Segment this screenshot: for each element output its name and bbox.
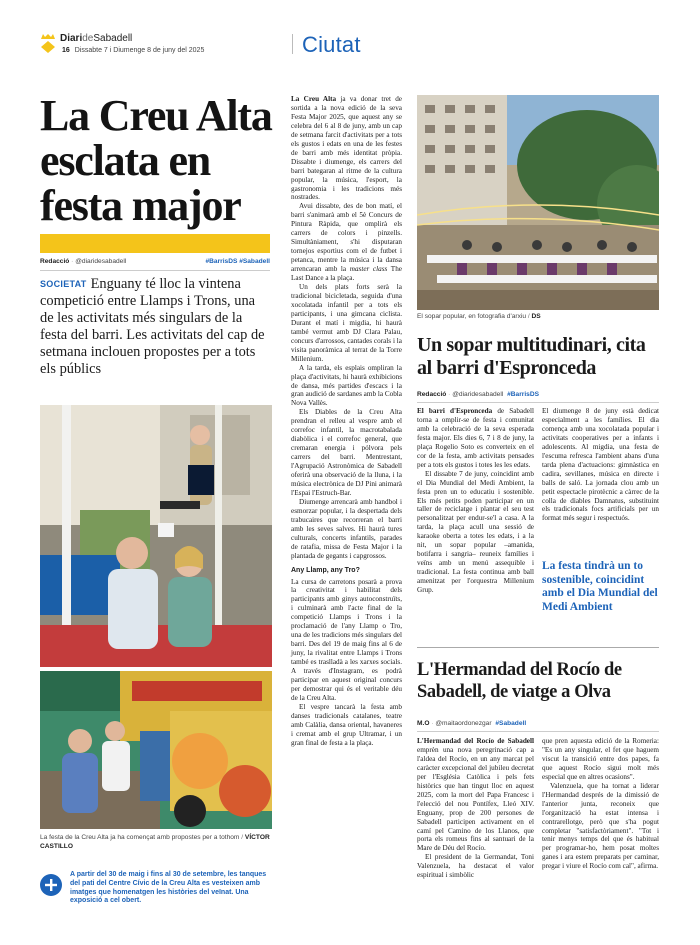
sopar-para-2: El dissabte 7 de juny, coincidint amb el Dia Mundial del Medi Ambient, la festa pren un to educatiu i sostenible. Els més petits poden participar en un taller de reciclatge i plantar el seu test personalitzat per endur-se'l a casa. A la tarda, la plaça acull una sessió de karaoke oberta a totes les edats, i a la nit, un sopar popular –amanida, botifarra i sangria– reuneix famílies i veïns amb un menú assequible i tradicional. La festa continua amb ball amenitzat per l'orquestra Millenium Grup. xyxy=(417,469,534,595)
header-divider xyxy=(292,34,293,54)
page-number: 16 xyxy=(62,47,70,54)
sopar-rule xyxy=(417,402,659,403)
rocio-byline-row: M.O · @maitaordonezgar #Sabadell xyxy=(417,720,527,727)
rocio-rule xyxy=(417,731,659,732)
lead-para-3: Un dels plats forts serà la tradicional bicicletada, seguida d'una xocolatada infantil per a tots els participants, i una gimcana ciclista. Durant el matí i migdia, hi haurà també vermut amb DJ Clara Palau, concurs d'arrossos, cantades corals i la visita panoràmica al terrat de la Torre Millenium. xyxy=(291,283,402,363)
lead-photo-bottom xyxy=(40,671,272,829)
sopar-para-3: El diumenge 8 de juny està dedicat especialment a les famílies. El dia comença amb una xocolatada popular i activitats cooperatives per a infants i adolescents. Al migdia, una festa de l'escuma refresca l'ambient abans d'una tarda plena d'actuacions: gimnàstica en cadira, sevillanes, música en directe i balls de saló. La jornada clou amb un petit espectacle pirotècnic a càrrec de la colla de diables Damnatus, substituint els tradicionals focs artificials per un format més segur i respectuós. xyxy=(542,407,659,523)
rocio-headline: L'Hermandad del Rocío de Sabadell, de viatge a Olva xyxy=(417,660,622,702)
lead-byline-row: Redacció · @diaridesabadell #BarrisDS #Sabadell xyxy=(40,258,270,265)
section-title: Ciutat xyxy=(302,32,361,57)
rocio-para-4: Valenzuela, que ha tornat a liderar l'Hermandad després de la dimissió de l'anterior junta, reconeix que l'organització ha estat intensa i contrarellotge, però que s'ha pogut completar "satisfactòriament". "Tot i tenir menys temps del que és habitual per programar-ho, hem posat moltes ganes i ara estem preparats per caminar, pregar i viure el Rocío com cal", afirma. xyxy=(542,781,659,871)
rocio-para-1: L'Hermandad del Rocío de Sabadell emprèn una nova peregrinació cap a l'aldea del Rocío, en un any marcat pel caràcter excepcional del jubileu decretat per l'Església Catòlica i pels fets històrics que han tingut lloc en aquest 2025, com la mort del Papa Francesc i l'elecció del nou Pontífex, Lleó XIV. Enguany, prop de 200 persones de Sabadell participen activament en el camí pel Camino de los Llanos, que porta els romeus fins al santuari de la Mare de Déu del Rocío. xyxy=(417,737,534,853)
sopar-pullquote: La festa tindrà un to sostenible, coincidint amb el Dia Mundial del Medi Ambient xyxy=(542,560,658,613)
sopar-headline: Un sopar multitudinari, cita al barri d'Espronceda xyxy=(417,334,646,379)
sopar-photo-credit: DS xyxy=(531,313,541,320)
rocio-byline: M.O xyxy=(417,720,430,727)
lead-para-6: Diumenge arrencarà amb handbol i esmorzar popular, i la despertada dels trabucaires que recorreran el barri amb les seves salves. Hi haurà tures culturals, concerts infantils, parades de ratafia, missa de Festa Major i la plantada de gegants i capgrossos. xyxy=(291,497,402,560)
brand-name-b: de xyxy=(82,33,94,44)
section-divider xyxy=(417,647,659,648)
lead-headline: La Creu Alta esclata en festa major xyxy=(40,91,272,230)
sopar-byline-row: Redacció · @diaridesabadell #BarrisDS xyxy=(417,391,539,398)
headline-accent-bar xyxy=(40,234,270,253)
rocio-handle: @maitaordonezgar xyxy=(435,720,492,727)
lead-subhead: Any Llamp, any Tro? xyxy=(291,566,360,574)
lead-para-1: La Creu Alta ja va donar tret de sortida a la nova edició de la seva Festa Major 2025, que aquest any se celebra del 6 al 8 de juny, amb un cap de setmana farcit d'activitats per a tots els gustos i edats en una de les festes de barri amb més identitat pròpia. Dissabte i diumenge, els carrers del barri bategaran al ritme de la cultura popular, la música, l'esport, la gastronomia i les tradicions més nostrades. xyxy=(291,95,402,202)
sopar-col-a xyxy=(417,407,534,595)
byline-rule xyxy=(40,270,270,271)
rocio-para-3: que pren aquesta edició de la Romeria: "Es un any singular, el fet que haguem viscut la transició entre dos papes, fa que aquest Rocío sigui molt més especial que en altres ocasions". xyxy=(542,737,659,781)
lead-standfirst-text: Enguany té lloc la vintena competició entre Llamps i Trons, una de les activitats més singulars de la festa del barri. Les activitats del cap de setmana inclouen propostes per a tots els públics xyxy=(40,276,265,377)
promo-text: A partir del 30 de maig i fins al 30 de setembre, les tanques del pati del Centre Cívic de la Creu Alta es vesteixen amb imatges que homenatgen les històries del veïnat. Una exposició a cel obert. xyxy=(70,871,267,905)
masthead xyxy=(60,33,132,44)
lead-kicker: SOCIETAT xyxy=(40,279,87,289)
lead-para-4: A la tarda, els esplais ompliran la plaça d'activitats, hi haurà exhibicions de dansa, més partides d'escacs i la gran audició de sardanes amb la Cobla Nova Vallès. xyxy=(291,363,402,408)
lead-caption-text: La festa de la Creu Alta ja ha començat amb propostes per a tothom xyxy=(40,834,240,841)
sopar-photo-caption: El sopar popular, en fotografia d'arxiu / DS xyxy=(417,313,541,320)
lead-para-2: Avui dissabte, des de bon matí, el barri s'animarà amb el 5è Concurs de Pintura Ràpida, que omplirà els carrers de colors i pinzells. Simultàniament, s'hi disputaran tornejos esportius com el de futbet i petanca, mentre la música i la dansa arrencaran amb la master class The Last Dance a la plaça. xyxy=(291,202,402,283)
sopar-caption-text: El sopar popular, en fotografia d'arxiu xyxy=(417,313,527,320)
lead-photo-credit: VÍCTOR CASTILLO xyxy=(40,834,270,850)
lead-photo-top xyxy=(40,405,272,667)
rocio-para-2: El president de la Germandat, Toni Valenzuela, ha destacat el valor espiritual i simbòlic xyxy=(417,853,534,880)
rocio-col-a xyxy=(417,737,534,880)
sopar-byline: Redacció xyxy=(417,391,447,398)
lead-para-7: La cursa de carretons posarà a prova la creativitat i habilitat dels participants amb ginys autoconstruïts, i culminarà amb l'acte final de la competició Llamps i Trons i la proclamació de l'any Llamp o Tro, una de les tradicions més singulars del barri. Des del 19 de maig fins al 6 de juny, la rivalitat entre Llamps i Trons també es traslladà a les xarxes socials. A través d'Instagram, es podrà participar en aquest original concurs per demostrar qui és el veritable déu de la Creu Alta. xyxy=(291,577,402,702)
lead-para-8: El vespre tancarà la festa amb danses tradicionals catalanes, teatre amb Calàlia, dansa oriental, havaneres i cremat amb el grup Ultramar, i un gran final de festa a la plaça. xyxy=(291,702,402,747)
page-header xyxy=(38,32,678,58)
lead-tags: #BarrisDS #Sabadell xyxy=(205,258,270,265)
brand-name-c: Sabadell xyxy=(93,33,133,44)
brand-name-a: Diari xyxy=(60,33,83,44)
plus-icon xyxy=(40,874,62,896)
lead-standfirst xyxy=(40,276,272,378)
promo-box xyxy=(40,868,278,918)
lead-photo-caption: La festa de la Creu Alta ja ha començat amb propostes per a tothom / VÍCTOR CASTILLO xyxy=(40,834,270,850)
sopar-photo xyxy=(417,95,659,310)
lead-handle: @diaridesabadell xyxy=(75,258,127,265)
rocio-col-b xyxy=(542,737,659,871)
diari-logo-icon xyxy=(40,34,56,54)
sopar-para-1: El barri d'Espronceda de Sabadell torna a omplir-se de festa i comunitat amb la celebració de la seva esperada festa major. Els dies 6, 7 i 8 de juny, la plaça Rogelio Soto es converteix en el cor de la festa, amb activitats pensades per a tots els gustos i totes les les edats. xyxy=(417,407,534,469)
rocio-tags: #Sabadell xyxy=(495,720,527,727)
lead-byline: Redacció xyxy=(40,258,70,265)
sopar-handle: @diaridesabadell xyxy=(452,391,504,398)
issue-date: Dissabte 7 i Diumenge 8 de juny del 2025 xyxy=(74,47,205,54)
sopar-col-b xyxy=(542,407,659,523)
lead-para-5: Els Diables de la Creu Alta prendran el relleu al vespre amb el correfoc infantil, la macrotabalada diabòlica i el correfoc general, que cremaran energia i pólvora pels carrers del barri. Mentrestant, l'Agrupació Astronòmica de Sabadell oferirà una observació de la lluna, i la música electrònica de DJ Pini animarà l'Espai l'Estruch-Bar. xyxy=(291,408,402,497)
lead-body-col xyxy=(291,95,402,748)
sopar-tags: #BarrisDS xyxy=(507,391,539,398)
